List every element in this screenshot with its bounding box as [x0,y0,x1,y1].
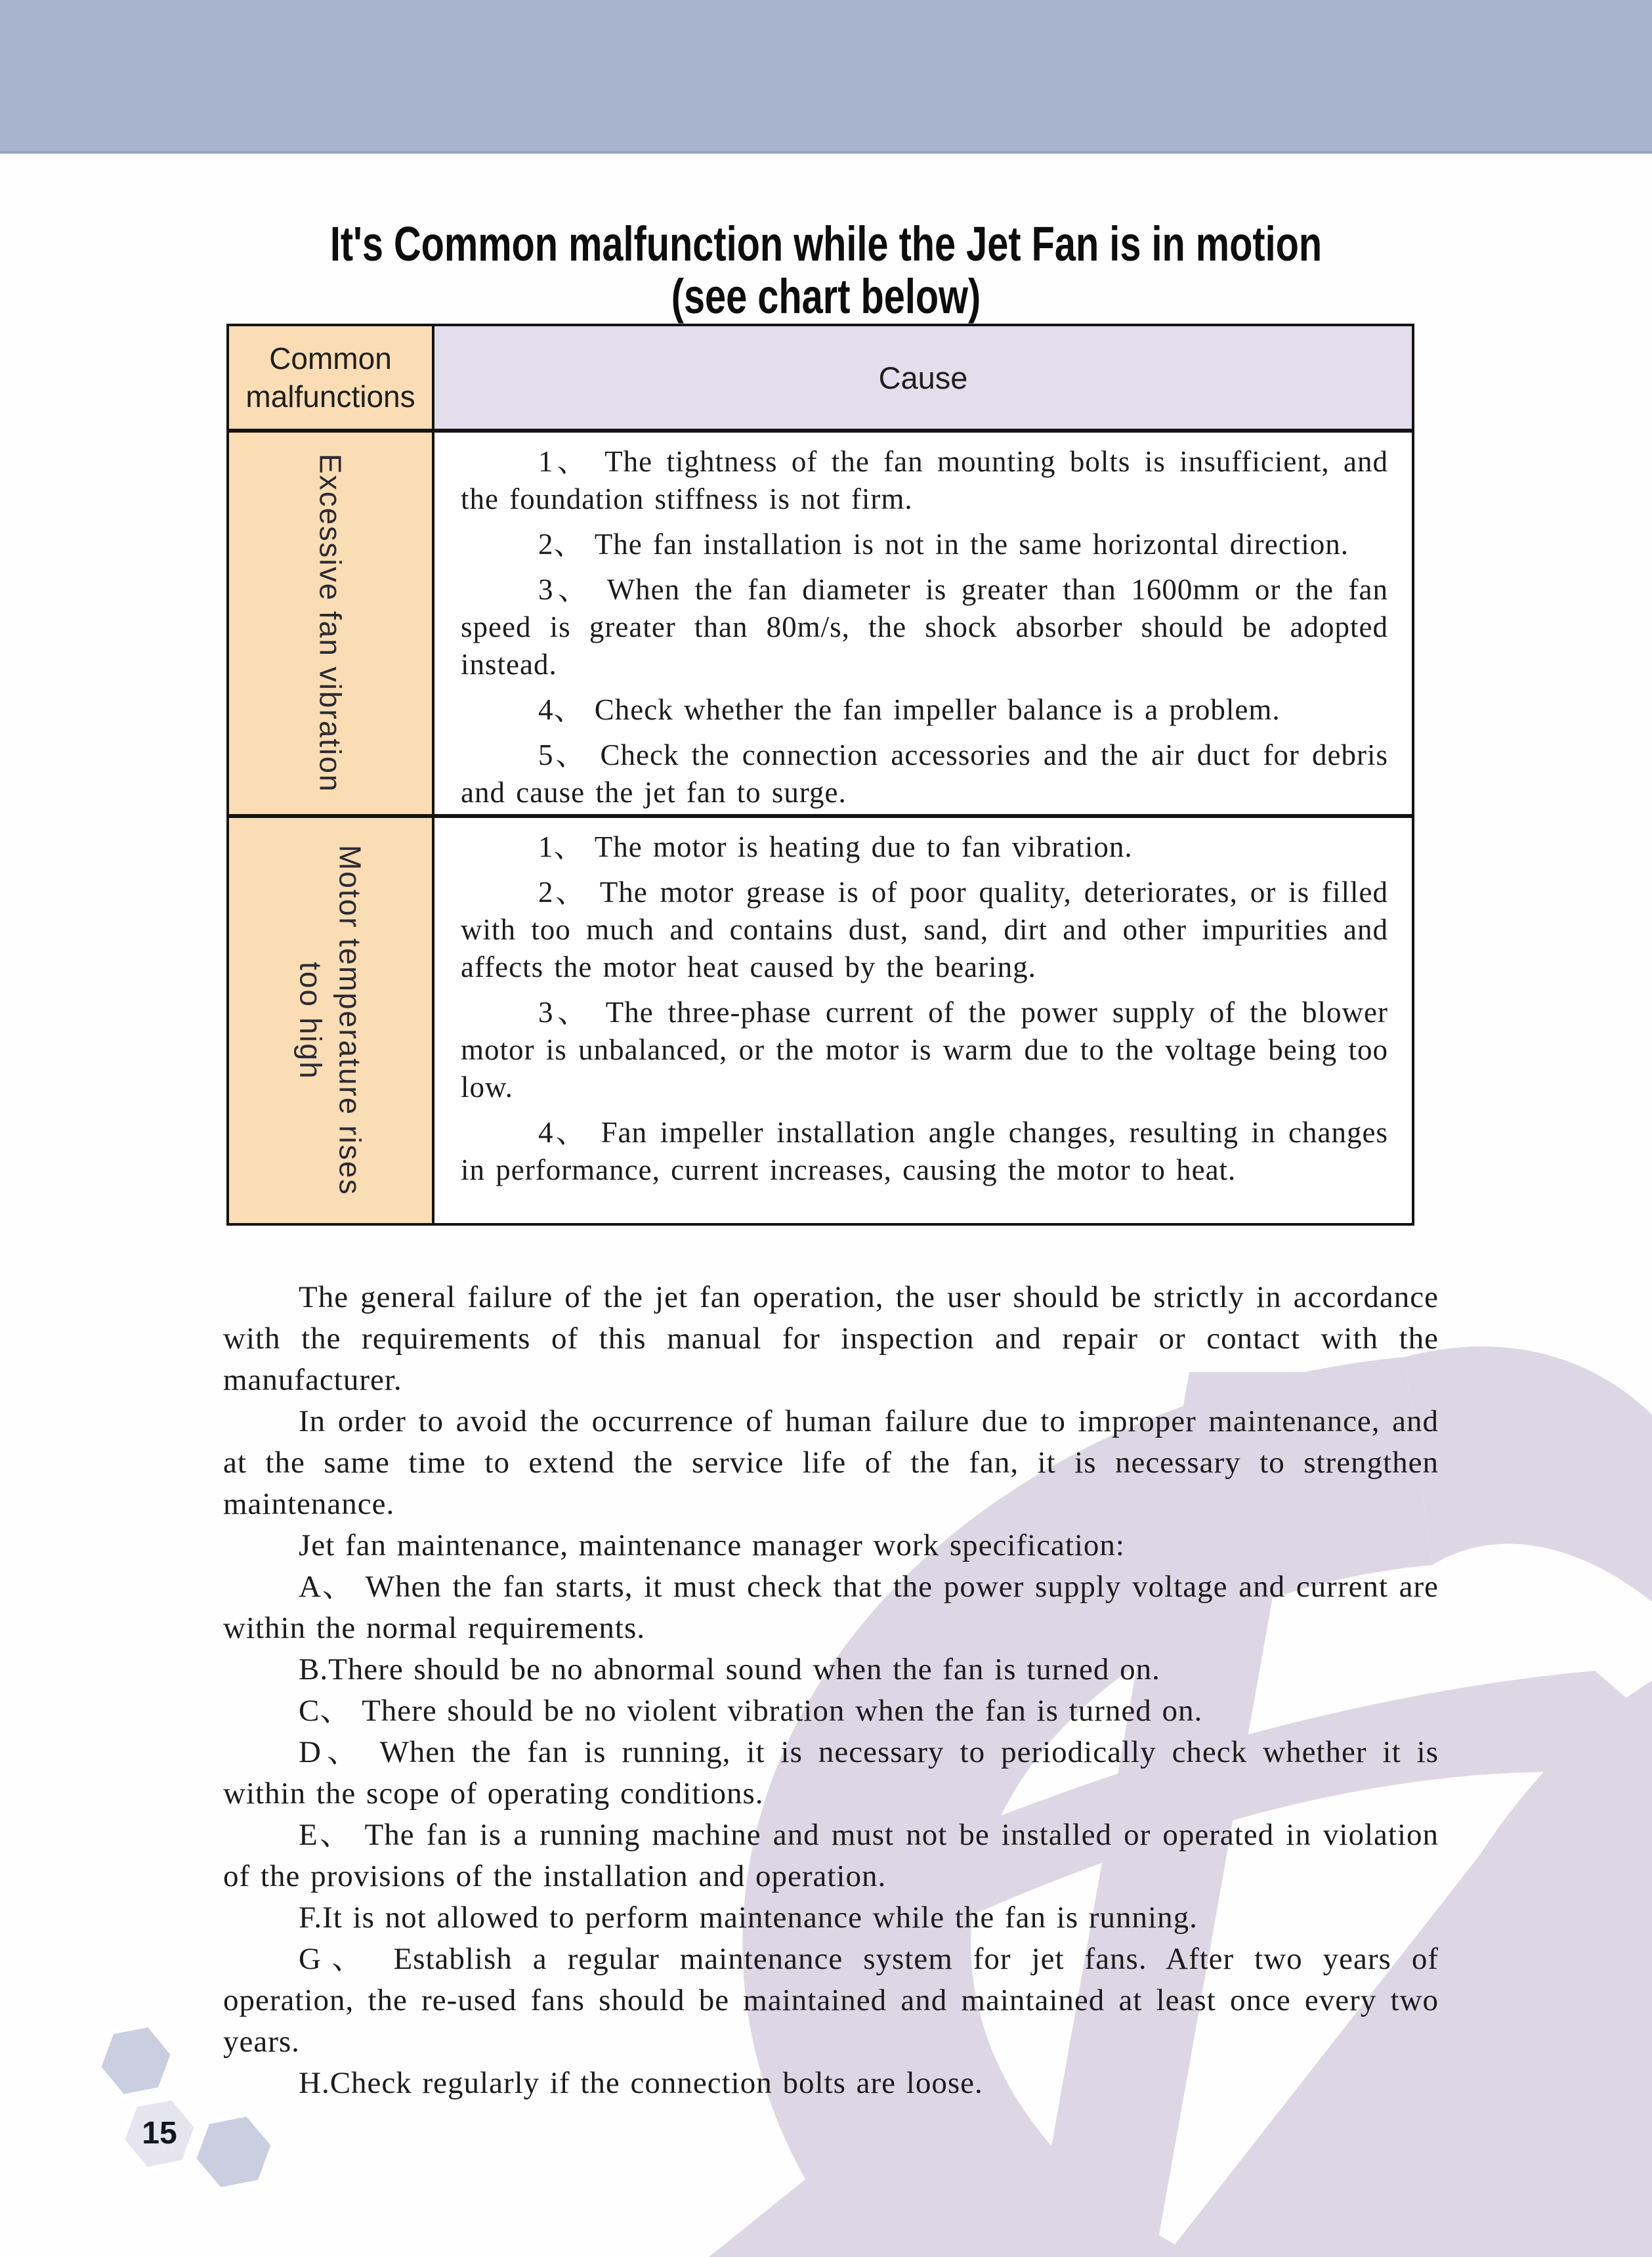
paragraph: In order to avoid the occurrence of human failure due to improper maintenance, and at the same time to extend the service life of the fan, it is necessary to strengthen maintenance. [223,1404,1439,1521]
cause-item: 3、 The three-phase current of the power supply of the blower motor is unbalanced, or the motor is warm due to the voltage being too low. [461,996,1388,1104]
row1-malfunction-cell [229,433,434,814]
header-band [0,0,1652,154]
table-header-cause [434,326,1412,429]
cause-item: 2、 The fan installation is not in the same horizontal direction. [538,528,1349,561]
paragraph: G、 Establish a regular maintenance system for jet fans. After two years of operation, the re-used fans should be maintained and maintained at least once every two years. [223,1942,1439,2059]
page-number: 15 [142,2116,177,2151]
row2-malfunction-label: Motor temperature rises too high [293,845,368,1196]
paragraph: B.There should be no abnormal sound when the fan is turned on. [299,1652,1160,1687]
paragraph: F.It is not allowed to perform maintenance while the fan is running. [299,1901,1198,1935]
table-row [229,429,1412,814]
cause-item: 2、 The motor grease is of poor quality, deteriorates, or is filled with too much and contains dust, sand, dirt and other impurities and affects the motor heat caused by the bearing. [461,876,1388,983]
page-title [0,218,1652,323]
cause-item: 4、 Check whether the fan impeller balance is a problem. [538,693,1281,726]
hexagon-icon [194,2114,274,2190]
row2-malfunction-cell [229,818,434,1223]
paragraph: D、 When the fan is running, it is necessary to periodically check whether it is within the scope of operating conditions. [223,1735,1439,1811]
cause-item: 4、 Fan impeller installation angle changes, resulting in changes in performance, current increases, causing the motor to heat. [461,1116,1388,1186]
paragraph: H.Check regularly if the connection bolts are loose. [299,2066,983,2100]
table-header-malfunctions-label: Common malfunctions [245,341,415,414]
row2-causes-cell [434,818,1412,1223]
paragraph: The general failure of the jet fan operation, the user should be strictly in accordance with the requirements of this manual for inspection and repair or contact with the manufacturer. [223,1280,1439,1397]
paragraph: Jet fan maintenance, maintenance manager work specification: [299,1528,1125,1562]
row1-malfunction-label: Excessive fan vibration [313,454,348,793]
page-title-line1: It's Common malfunction while the Jet Fan is in motion [329,217,1323,271]
cause-item: 1、 The motor is heating due to fan vibration. [538,830,1133,863]
cause-item: 5、 Check the connection accessories and the air duct for debris and cause the jet fan to surge. [461,739,1388,809]
paragraph: E、 The fan is a running machine and must not be installed or operated in violation of the provisions of the installation and operation. [223,1818,1439,1893]
table-row [229,814,1412,1223]
cause-item: 1、 The tightness of the fan mounting bolts is insufficient, and the foundation stiffness is not firm. [461,445,1388,515]
table-header-malfunctions [229,326,434,429]
table-header-cause-label: Cause [878,360,968,395]
malfunction-table [226,324,1414,1226]
cause-item: 3、 When the fan diameter is greater than 1600mm or the fan speed is greater than 80m/s, the shock absorber should be adopted instead. [461,573,1388,681]
paragraph: C、 There should be no violent vibration when the fan is turned on. [299,1694,1203,1728]
row1-causes-cell [434,433,1412,814]
page-title-line2: (see chart below) [671,269,981,324]
body-text [223,1277,1439,2104]
table-header-row [229,326,1412,429]
hexagon-icon [98,2025,173,2097]
paragraph: A、 When the fan starts, it must check that the power supply voltage and current are within the normal requirements. [223,1570,1439,1645]
